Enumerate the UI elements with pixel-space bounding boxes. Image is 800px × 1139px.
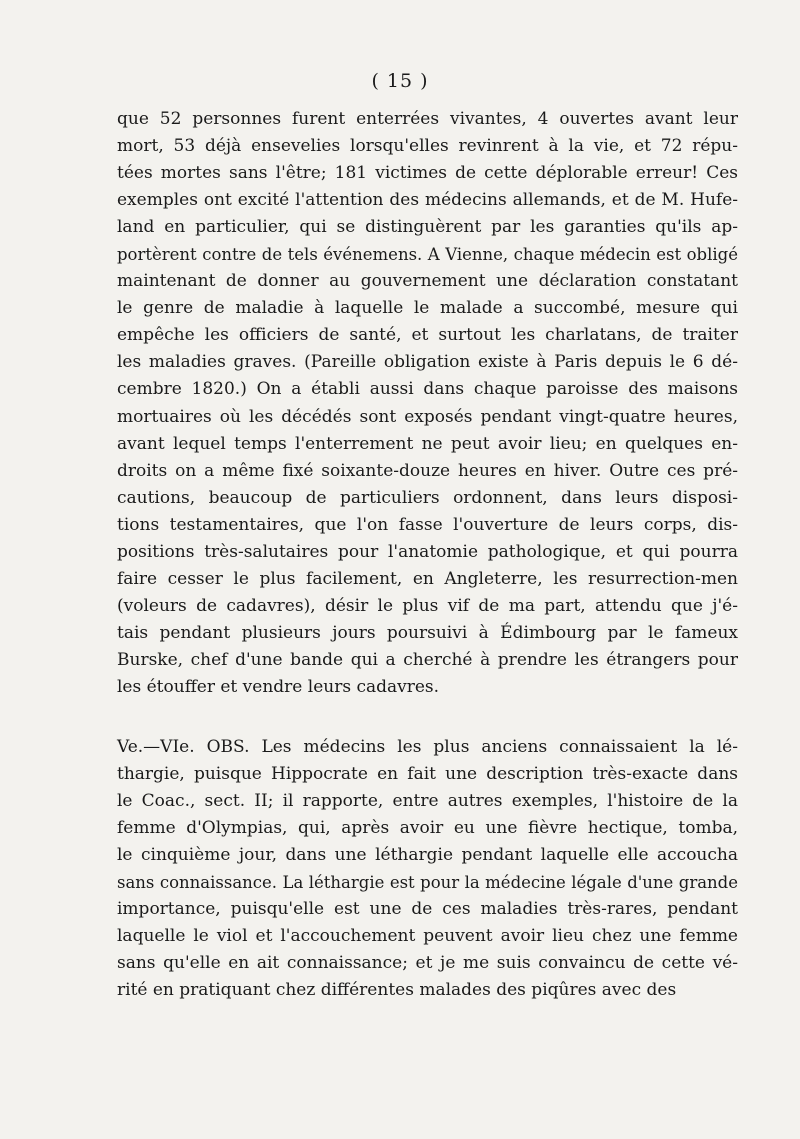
text-line: droits on a même fixé soixante-douze heures en hiver. Outre ces pré- xyxy=(117,460,738,481)
text-line: sans connaissance. La léthargie est pour la médecine légale d'une grande xyxy=(117,873,738,893)
text-line: le Coac., sect. II; il rapporte, entre autres exemples, l'histoire de la xyxy=(117,791,738,812)
text-line: tais pendant plusieurs jours poursuivi à Édimbourg par le fameux xyxy=(117,622,738,643)
text-line: les maladies graves. (Pareille obligation existe à Paris depuis le 6 dé- xyxy=(117,352,738,373)
text-line: femme d'Olympias, qui, après avoir eu une fièvre hectique, tomba, xyxy=(117,818,738,839)
text-line: les étouffer et vendre leurs cadavres. xyxy=(117,676,440,697)
page-number: ( 15 ) xyxy=(371,70,429,92)
text-line: le cinquième jour, dans une léthargie pendant laquelle elle accoucha xyxy=(117,845,738,866)
text-line: maintenant de donner au gouvernement une déclaration constatant xyxy=(117,271,738,292)
text-line: (voleurs de cadavres), désir le plus vif de ma part, attendu que j'é- xyxy=(117,595,738,616)
text-line: faire cesser le plus facilement, en Angleterre, les resurrection-men xyxy=(117,568,738,589)
text-line: avant lequel temps l'enterrement ne peut avoir lieu; en quelques en- xyxy=(117,433,738,454)
text-line: thargie, puisque Hippocrate en fait une description très-exacte dans xyxy=(117,764,738,785)
text-line: cautions, beaucoup de particuliers ordonnent, dans leurs disposi- xyxy=(117,487,738,508)
text-line: le genre de maladie à laquelle le malade a succombé, mesure qui xyxy=(117,298,738,319)
text-line: laquelle le viol et l'accouchement peuvent avoir lieu chez une femme xyxy=(117,926,738,947)
text-line: empêche les officiers de santé, et surtout les charlatans, de traiter xyxy=(117,325,738,346)
text-line: mort, 53 déjà ensevelies lorsqu'elles revinrent à la vie, et 72 répu- xyxy=(117,136,738,157)
text-line: mortuaires où les décédés sont exposés pendant vingt-quatre heures, xyxy=(117,406,738,427)
paragraph-2 xyxy=(117,734,738,1004)
text-line: tions testamentaires, que l'on fasse l'ouverture de leurs corps, dis- xyxy=(117,514,738,535)
text-line: land en particulier, qui se distinguèrent par les garanties qu'ils ap- xyxy=(117,217,738,238)
text-line: positions très-salutaires pour l'anatomie pathologique, et qui pourra xyxy=(117,541,738,562)
text-line: Ve.—VIe. OBS. Les médecins les plus anciens connaissaient la lé- xyxy=(117,737,738,757)
text-line: cembre 1820.) On a établi aussi dans chaque paroisse des maisons xyxy=(117,379,738,400)
text-line: que 52 personnes furent enterrées vivantes, 4 ouvertes avant leur xyxy=(117,109,738,129)
text-line: sans qu'elle en ait connaissance; et je me suis convaincu de cette vé- xyxy=(117,953,738,974)
paragraph-1 xyxy=(117,106,738,701)
text-line: rité en pratiquant chez différentes malades des piqûres avec des xyxy=(117,980,677,1001)
text-line: Burske, chef d'une bande qui a cherché à prendre les étrangers pour xyxy=(117,649,738,670)
text-line: tées mortes sans l'être; 181 victimes de cette déplorable erreur! Ces xyxy=(117,163,738,184)
text-line: portèrent contre de tels événemens. A Vienne, chaque médecin est obligé xyxy=(117,245,738,265)
text-line: importance, puisqu'elle est une de ces maladies très-rares, pendant xyxy=(117,899,738,920)
text-line: exemples ont excité l'attention des médecins allemands, et de M. Hufe- xyxy=(117,190,738,211)
